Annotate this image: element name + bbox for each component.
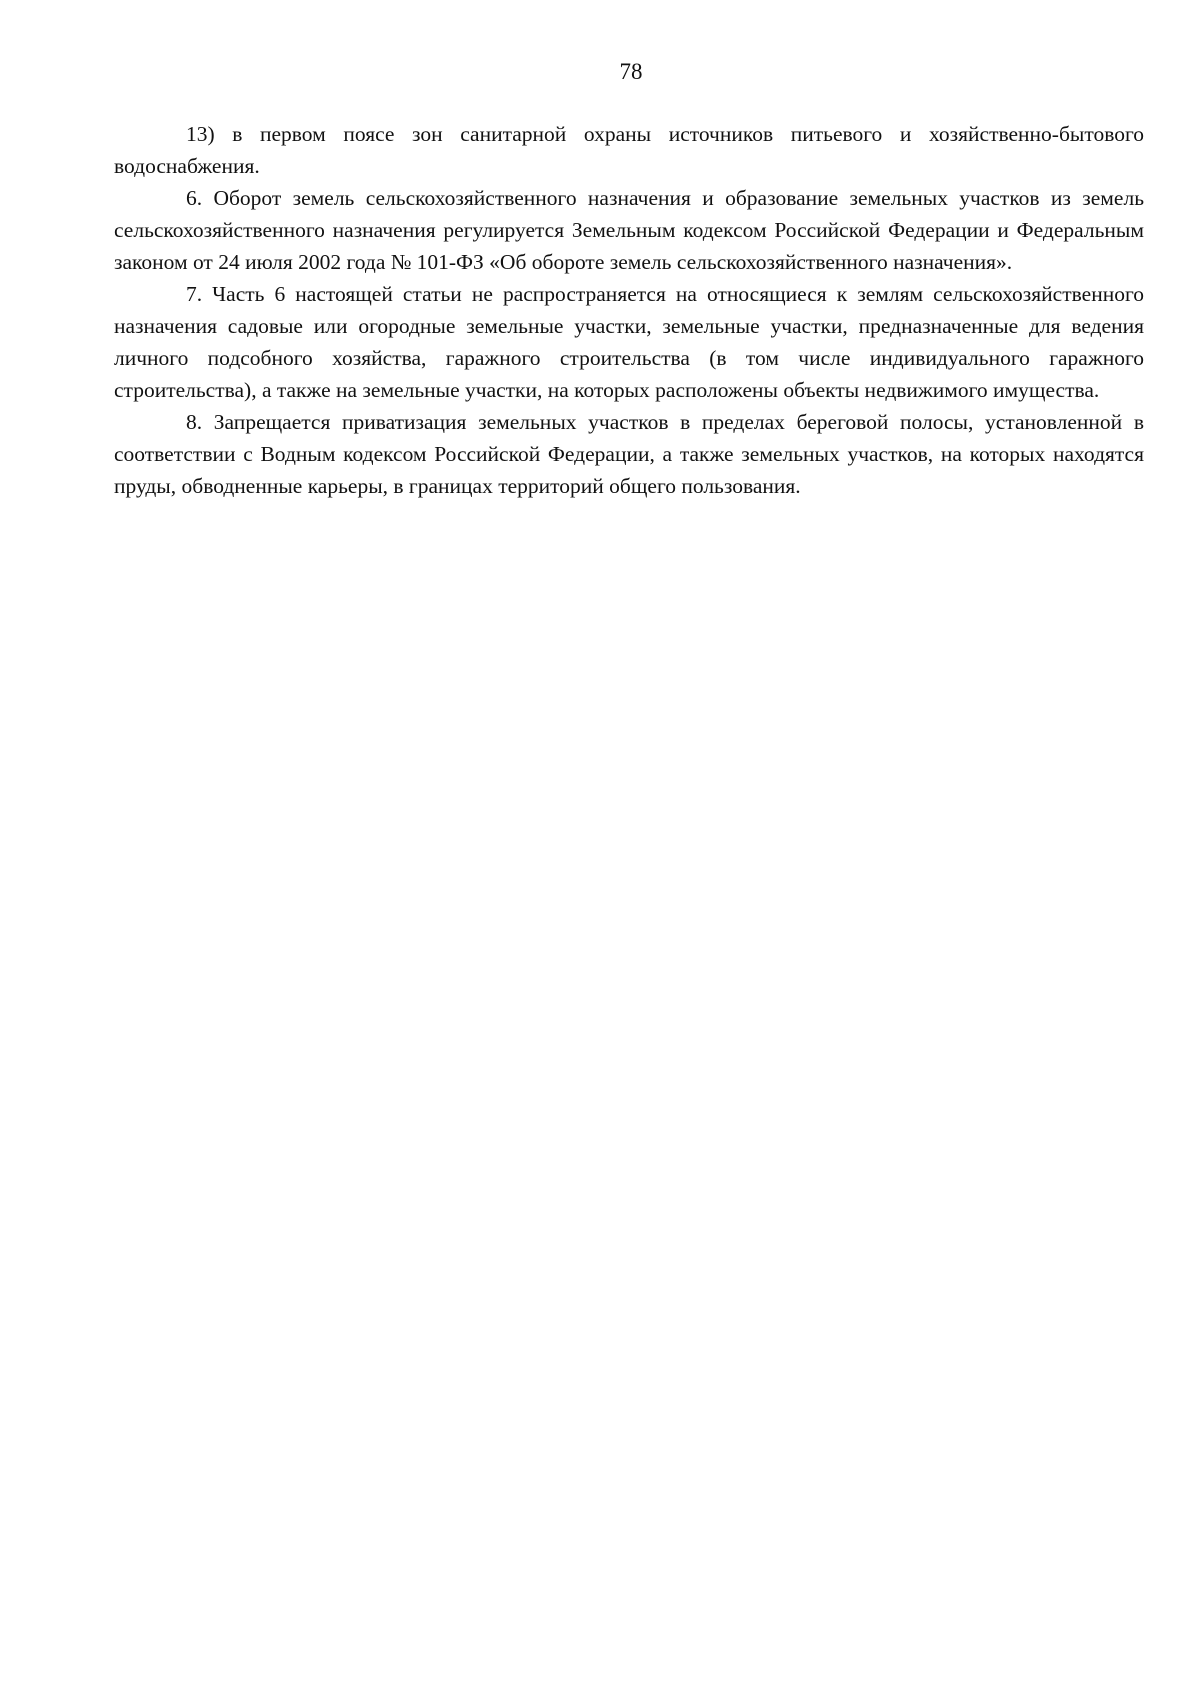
page-number: 78 (619, 59, 643, 84)
paragraph-part-6: 6. Оборот земель сельскохозяйственного назначения и образование земельных участков из земель сельскохозяйственного назначения регулируется Земельным кодексом Российской Федерации и Федеральным законом от 24 июля 2002 года № 101-ФЗ «Об обороте земель сельскохозяйственного назначения». (114, 186, 1144, 274)
paragraph-item-13: 13) в первом поясе зон санитарной охраны источников питьевого и хозяйственно-бытового водоснабжения. (114, 122, 1144, 178)
paragraph-part-8: 8. Запрещается приватизация земельных участков в пределах береговой полосы, установленной в соответствии с Водным кодексом Российской Федерации, а также земельных участков, на которых находятся пруды, обводненные карьеры, в границах территорий общего пользования. (114, 410, 1144, 498)
document-body (114, 118, 1144, 502)
paragraph-part-7: 7. Часть 6 настоящей статьи не распространяется на относящиеся к землям сельскохозяйственного назначения садовые или огородные земельные участки, земельные участки, предназначенные для ведения личного подсобного хозяйства, гаражного строительства (в том числе индивидуального гаражного строительства), а также на земельные участки, на которых расположены объекты недвижимого имущества. (114, 282, 1144, 402)
